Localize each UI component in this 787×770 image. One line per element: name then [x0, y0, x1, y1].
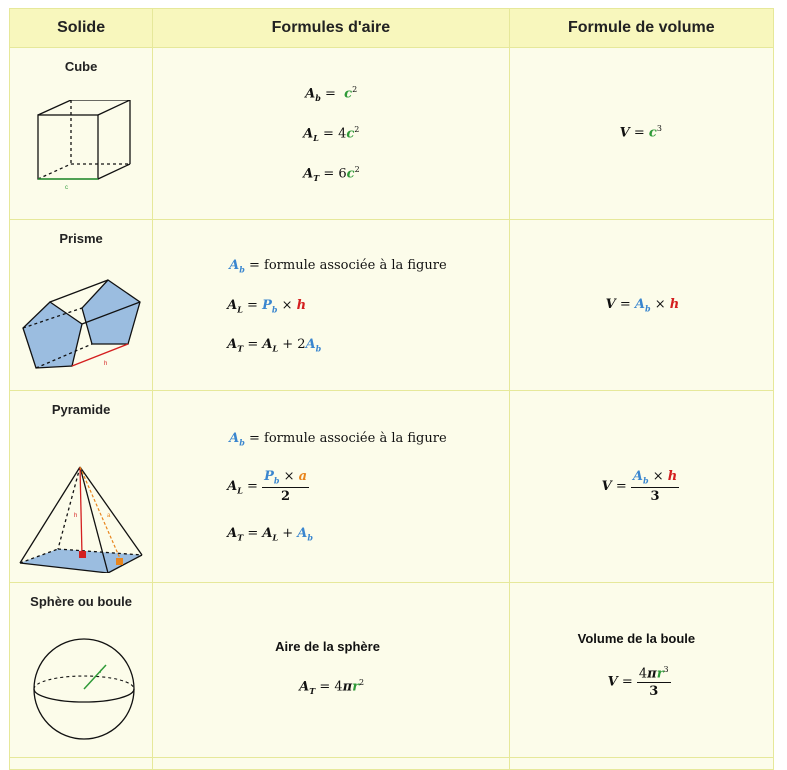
- header-solide: Solide: [10, 9, 153, 48]
- prisme-back-face: [82, 280, 140, 344]
- pyramide-lateral-fraction: $\frac{P_b \times a}{2}$: [264, 469, 308, 504]
- pyramide-area-total: $A_T = A_L + A_b$: [227, 526, 313, 543]
- sphere-volume-cell: [509, 583, 773, 758]
- pyramide-area-cell: [153, 391, 509, 583]
- cube-front-face: [38, 115, 98, 179]
- sphere-volume-fraction: $\frac{4\pi r^3}{3}$: [638, 665, 669, 700]
- partial-cell-3: [509, 758, 773, 770]
- table-row-partial: [10, 758, 774, 770]
- table-row-sphere: [10, 583, 774, 758]
- table-row-prisme: [10, 220, 774, 391]
- cube-volume-cell: [509, 48, 773, 220]
- sphere-figure: [10, 625, 153, 755]
- prisme-label-h: h: [104, 361, 108, 367]
- pyramide-right-angle-a: [116, 558, 123, 565]
- sphere-area-caption: Aire de la sphère: [275, 639, 380, 654]
- sphere-area-formula: $A_T = 4\pi r^2$: [299, 678, 365, 696]
- prisme-height-edge: [72, 344, 128, 366]
- sphere-area-cell: [153, 583, 509, 758]
- prisme-area-base: $A_b$ = formule associée à la figure: [229, 258, 447, 275]
- sphere-name: Sphère ou boule: [30, 594, 132, 609]
- formulas-table: [9, 8, 774, 770]
- pyramide-cell: [10, 391, 153, 583]
- prisme-figure: [10, 272, 153, 382]
- pyramide-right-angle-h: [79, 551, 86, 558]
- partial-cell-1: [10, 758, 153, 770]
- prisme-front-face: [23, 302, 82, 368]
- sphere-label-r: r: [100, 669, 102, 675]
- cube-name: Cube: [64, 59, 98, 74]
- table-row-cube: [10, 48, 774, 220]
- cube-area-base: $A_b = c^2$: [305, 85, 358, 103]
- prisme-name: Prisme: [59, 231, 103, 246]
- header-volume: Formule de volume: [509, 9, 773, 48]
- pyramide-name: Pyramide: [51, 402, 111, 417]
- prisme-area-total: $A_T = A_L + 2A_b$: [227, 337, 322, 354]
- sphere-equator-back: [34, 676, 134, 689]
- header-row: [10, 9, 774, 48]
- pyramide-volume-fraction: $\frac{A_b \times h}{3}$: [632, 469, 678, 504]
- prisme-cell: [10, 220, 153, 391]
- sphere-cell: [10, 583, 153, 758]
- pyramide-area-base: $A_b$ = formule associée à la figure: [229, 431, 447, 448]
- prisme-volume-cell: [509, 220, 773, 391]
- pyramide-volume-cell: [509, 391, 773, 583]
- partial-cell-2: [153, 758, 509, 770]
- pyramide-height-line: [80, 467, 82, 555]
- cube-cell: [10, 48, 153, 220]
- cube-figure: [10, 100, 153, 210]
- cube-label-c: c: [65, 185, 68, 191]
- sphere-volume-formula: V = $\frac{4\pi r^3}{3}$: [607, 665, 669, 700]
- cube-area-total: $A_T = 6c^2$: [303, 165, 360, 183]
- pyramide-figure: [10, 443, 153, 573]
- header-area: Formules d'aire: [153, 9, 509, 48]
- cube-area-cell: [153, 48, 509, 220]
- prisme-volume: $V = A_b \times h$: [605, 297, 680, 314]
- sphere-equator-front: [34, 689, 134, 702]
- prisme-area-cell: [153, 220, 509, 391]
- cube-area-lateral: $A_L = 4c^2$: [303, 125, 360, 143]
- pyramide-label-h: h: [74, 513, 78, 519]
- pyramide-area-lateral: $A_L$ = $\frac{P_b \times a}{2}$: [227, 469, 308, 504]
- prisme-area-lateral: $A_L = P_b \times h$: [227, 298, 307, 315]
- pyramide-label-a: a: [107, 513, 111, 519]
- pyramide-volume: V = $\frac{A_b \times h}{3}$: [601, 469, 678, 504]
- sphere-volume-caption: Volume de la boule: [577, 631, 696, 646]
- table-row-pyramide: [10, 391, 774, 583]
- cube-volume: $V = c^3$: [619, 124, 662, 141]
